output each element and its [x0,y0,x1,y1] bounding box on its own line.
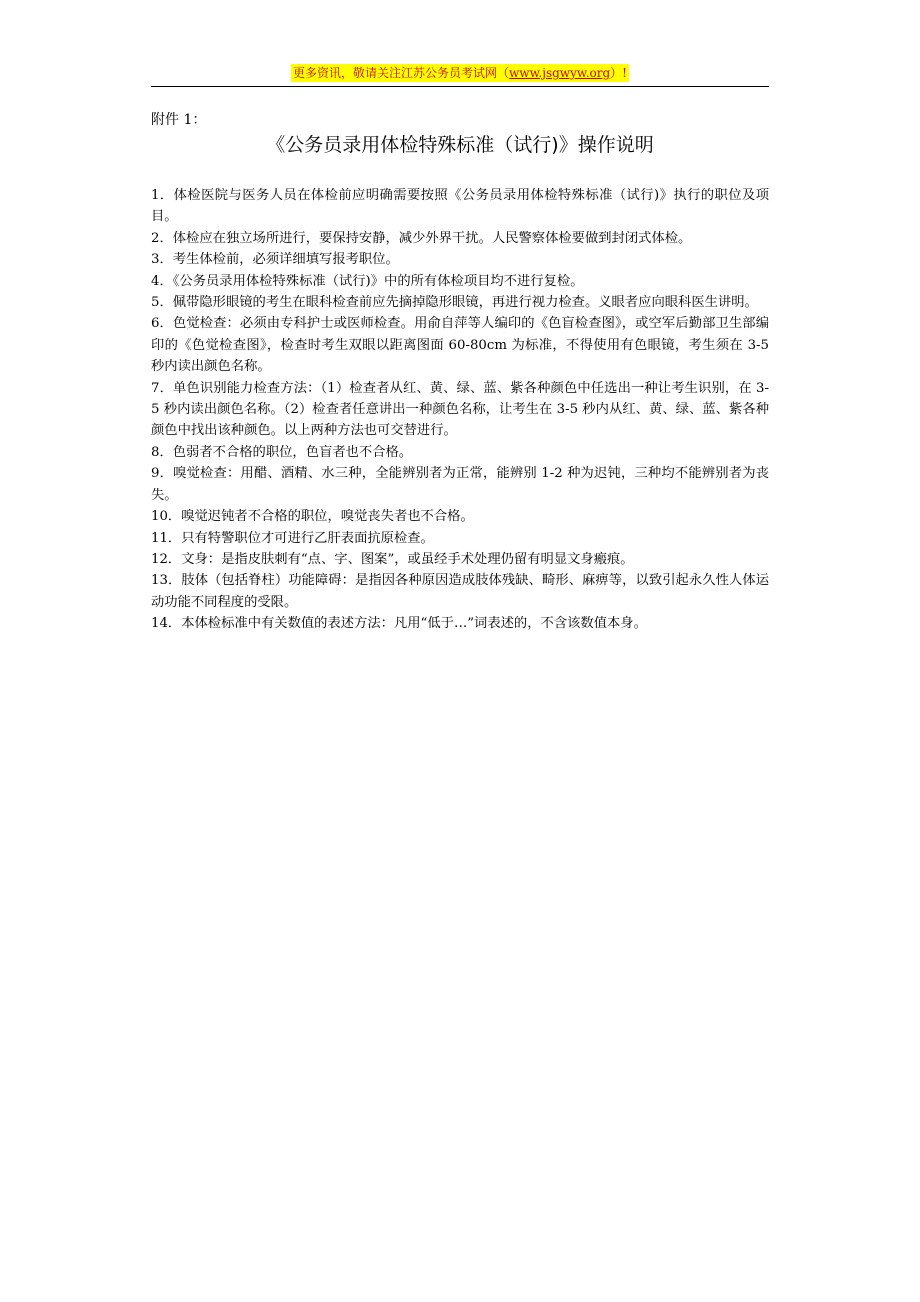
list-item: 14．本体检标准中有关数值的表述方法：凡用“低于…”词表述的，不含该数值本身。 [151,616,647,632]
list-item: 7．单色识别能力检查方法：（1）检查者从红、黄、绿、蓝、紫各种颜色中任选出一种让考生识别，在 3-5 秒内读出颜色名称。（2）检查者任意讲出一种颜色名称，让考生在 3-5 秒内从红、黄、绿、蓝、紫各种颜色中找出该种颜色。以上两种方法也可交替进行。 [151,380,769,439]
list-item: 10．嗅觉迟钝者不合格的职位，嗅觉丧失者也不合格。 [151,509,474,525]
header-notice-suffix: ）! [610,66,627,80]
list-item: 8．色弱者不合格的职位，色盲者也不合格。 [151,444,413,460]
header-website-link[interactable]: www.jsgwyw.org [509,66,611,80]
list-item: 3．考生体检前，必须详细填写报考职位。 [151,252,399,268]
document-title: 《公务员录用体检特殊标准（试行)》操作说明 [266,134,654,156]
list-item: 6．色觉检查：必须由专科护士或医师检查。用俞自萍等人编印的《色盲检查图》，或空军后勤部卫生部编印的《色觉检查图》，检查时考生双眼以距离图面 60-80cm 为标准，不得使用有色眼镜，考生须在 3-5 秒内读出颜色名称。 [151,316,769,375]
page-header [151,62,769,87]
list-item: 4．《公务员录用体检特殊标准（试行)》中的所有体检项目均不进行复检。 [151,273,584,289]
list-item: 2．体检应在独立场所进行，要保持安静，减少外界干扰。人民警察体检要做到封闭式体检。 [151,230,692,246]
list-item: 5．佩带隐形眼镜的考生在眼科检查前应先摘掉隐形眼镜，再进行视力检查。义眼者应向眼科医生讲明。 [151,295,758,311]
list-item: 12．文身：是指皮肤刺有“点、字、图案”，或虽经手术处理仍留有明显文身瘢痕。 [151,551,634,567]
list-item: 13．肢体（包括脊柱）功能障碍：是指因各种原因造成肢体残缺、畸形、麻痹等，以致引起永久性人体运动功能不同程度的受限。 [151,573,769,610]
list-item: 9．嗅觉检查：用醋、酒精、水三种，全能辨别者为正常，能辨别 1-2 种为迟钝，三种均不能辨别者为丧失。 [151,466,769,503]
attachment-label: 附件 1： [151,112,207,128]
header-notice-prefix: 更多资讯，敬请关注江苏公务员考试网（ [293,66,510,80]
list-item: 11．只有特警职位才可进行乙肝表面抗原检查。 [151,530,434,546]
instruction-list [151,185,769,635]
header-notice [291,64,629,82]
list-item: 1．体检医院与医务人员在体检前应明确需要按照《公务员录用体检特殊标准（试行)》执行的职位及项目。 [151,188,769,225]
